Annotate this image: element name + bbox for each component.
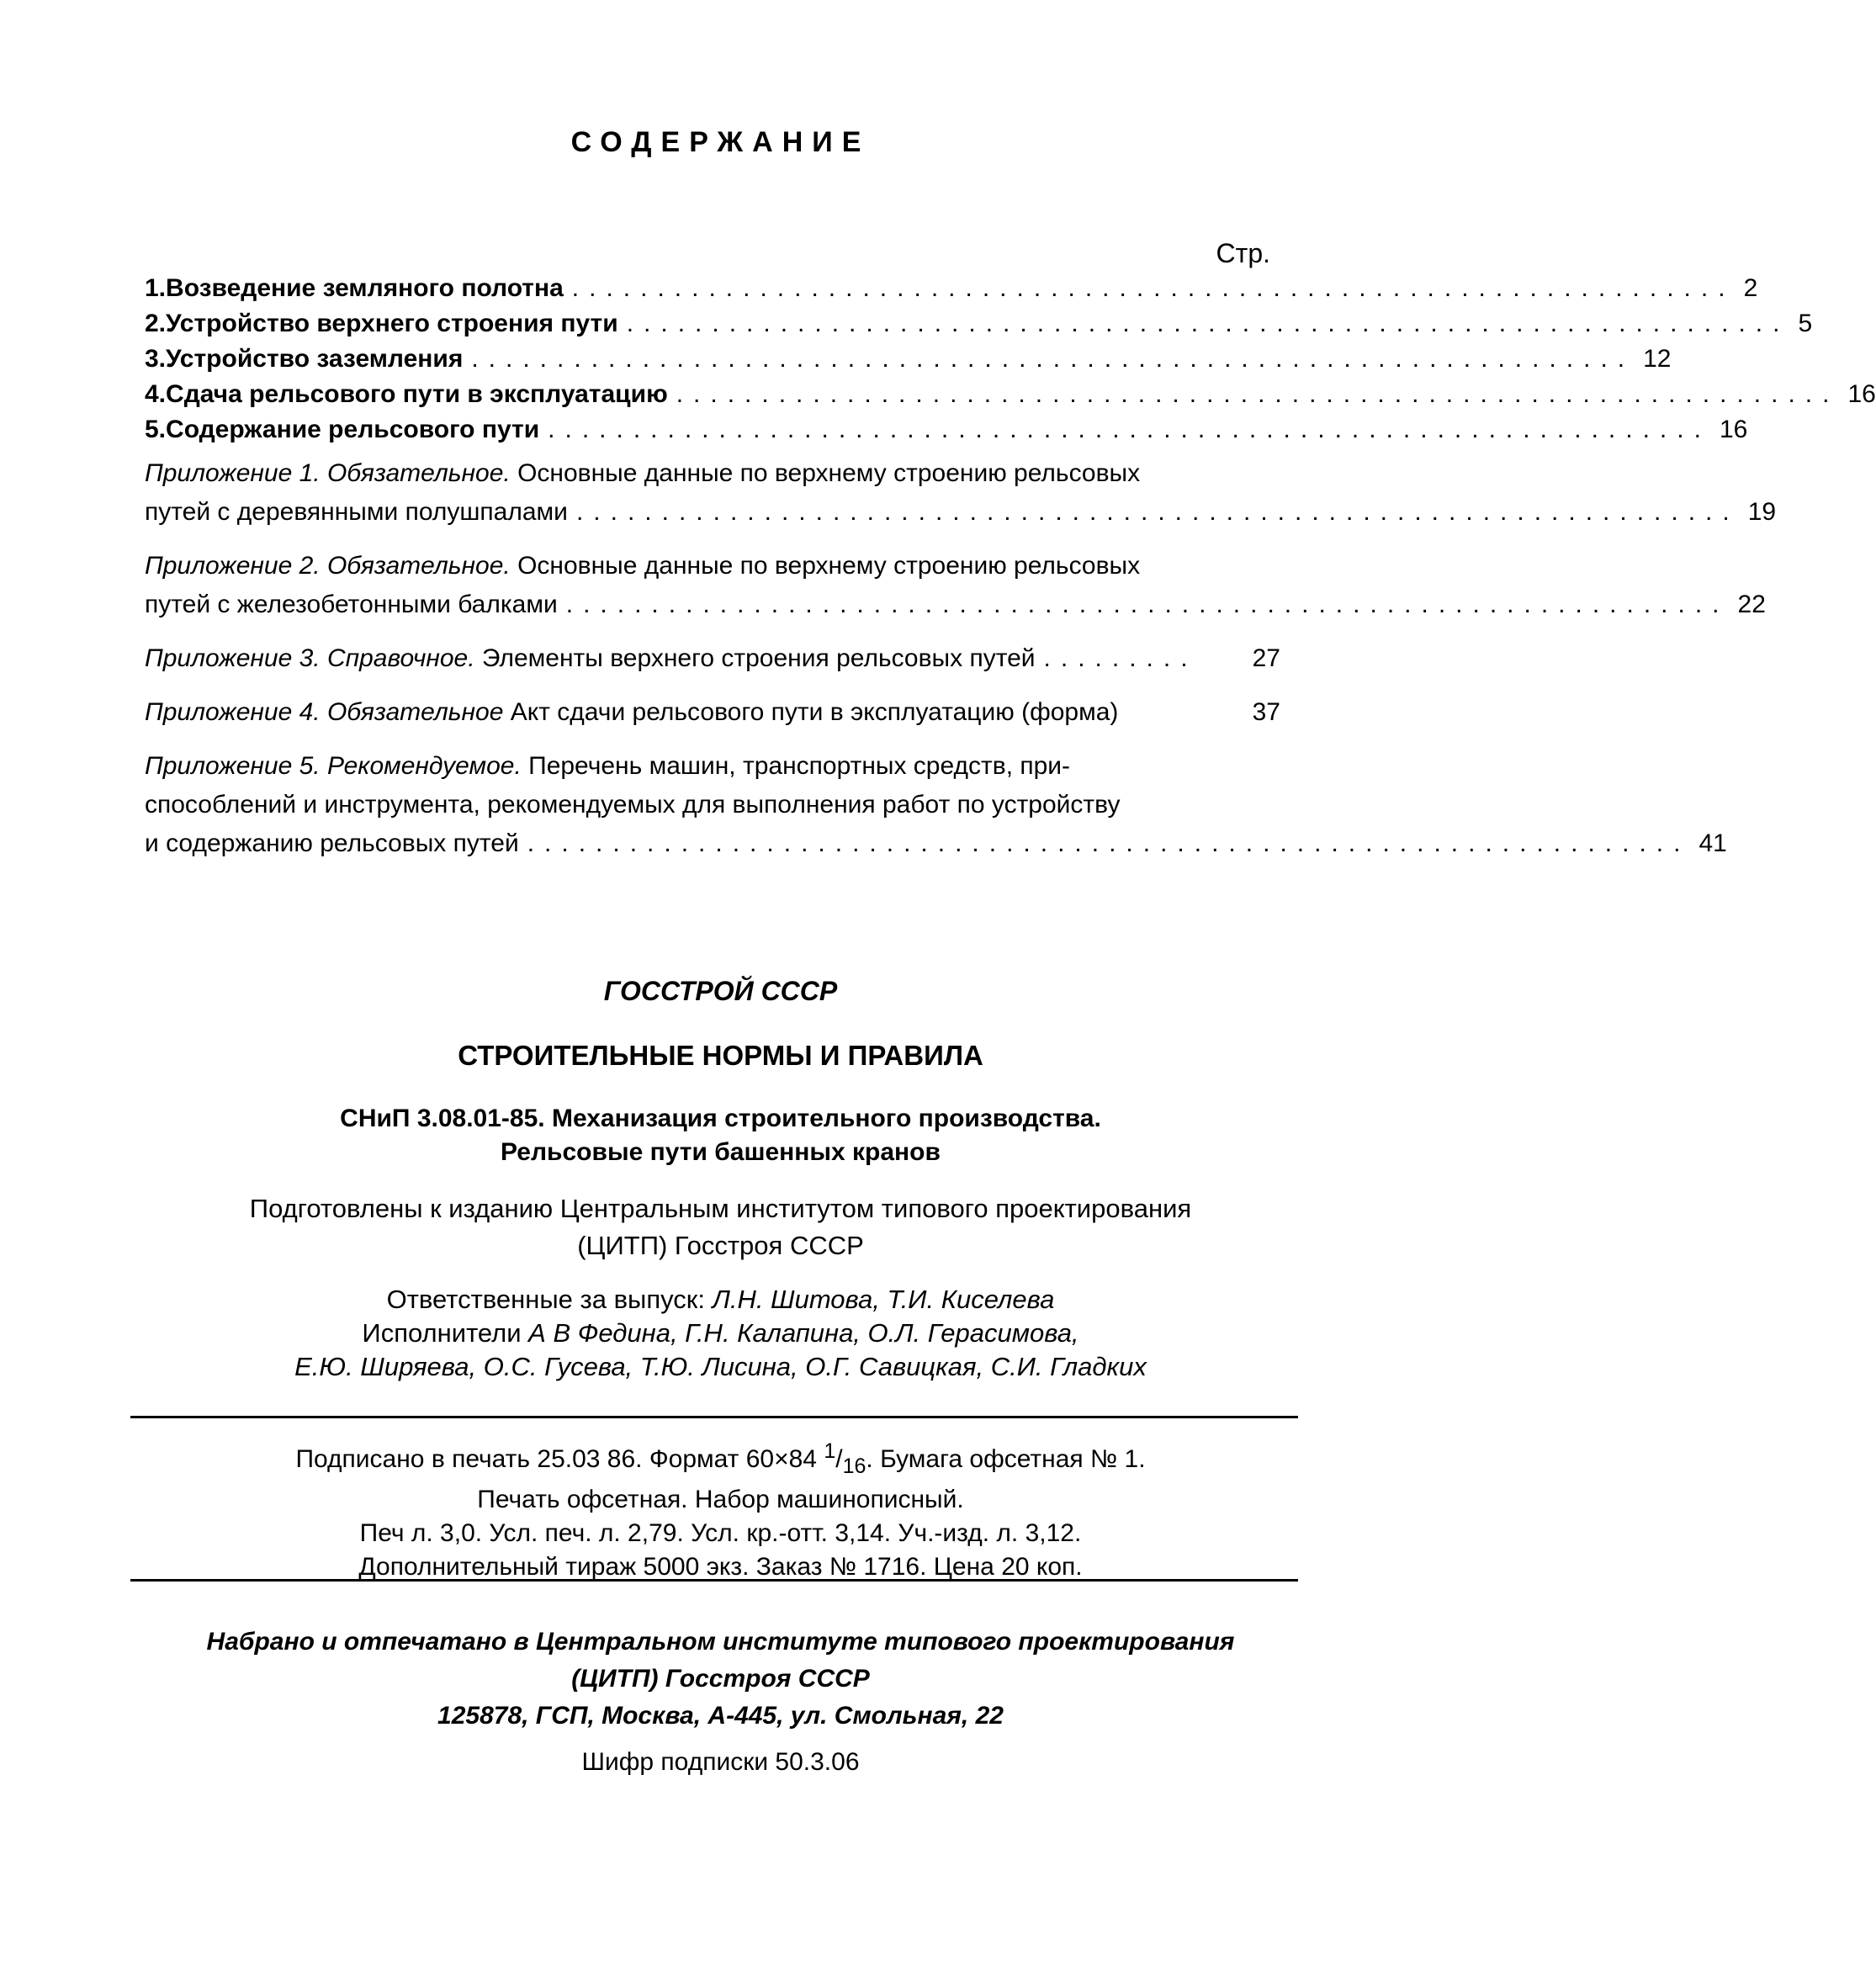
- executors-line: [0, 1317, 1441, 1350]
- toc-entry-label: Устройство заземления: [166, 345, 464, 373]
- toc-entry-number: 1.: [145, 274, 167, 302]
- toc-entry-label: Устройство верхнего строения пути: [166, 310, 618, 337]
- executors-label: Исполнители: [362, 1318, 522, 1348]
- toc-entry-number: 2.: [145, 310, 167, 337]
- appendix-label: Приложение 5. Рекомендуемое.: [145, 752, 522, 780]
- toc-entry: [145, 274, 1758, 310]
- prepared-line: Подготовлены к изданию Центральным институтом типового проектирования: [249, 1194, 1192, 1223]
- appendix-last-line: [145, 586, 1766, 624]
- divider: [130, 1416, 1298, 1418]
- imprint-line: Подписано в печать 25.03 86. Формат 60×84 $^1/_{16}$. Бумага офсетная № 1.: [295, 1439, 1146, 1478]
- appendix-page: 22: [1737, 591, 1766, 618]
- imprint: [0, 1434, 1441, 1584]
- toc-entry-page: 12: [1643, 345, 1672, 373]
- appendix-entry: [145, 639, 1280, 678]
- appendix-entry: [145, 547, 1766, 624]
- appendix-last-line: [145, 639, 1280, 678]
- toc-entry: [145, 345, 1672, 380]
- toc-list: [145, 274, 1876, 451]
- appendix-text: путей с железобетонными балками: [145, 591, 558, 618]
- toc-entry-page: 16: [1847, 380, 1876, 408]
- appendix-first-line: [145, 747, 1280, 786]
- toc-entry-page: 5: [1798, 310, 1813, 337]
- appendix-label: Приложение 2. Обязательное.: [145, 552, 511, 580]
- appendix-text: Основные данные по верхнему строению рельсовых: [517, 552, 1141, 580]
- document-subtitle: Рельсовые пути башенных кранов: [501, 1138, 941, 1166]
- document-code-line: СНиП 3.08.01-85. Механизация строительного производства.: [340, 1105, 1101, 1132]
- printer-line: Набрано и отпечатано в Центральном институте типового проектирования: [206, 1628, 1235, 1656]
- responsible-label: Ответственные за выпуск:: [386, 1285, 705, 1314]
- leader-dots: ....................................................................: [565, 591, 1730, 618]
- appendix-text: Акт сдачи рельсового пути в эксплуатацию (форма): [510, 698, 1119, 726]
- appendix-text: Элементы верхнего строения рельсовых путей: [481, 644, 1036, 672]
- leader-dots: ....................................................................: [548, 416, 1711, 443]
- appendix-list: [145, 454, 1777, 878]
- appendix-last-line: [145, 493, 1777, 532]
- toc-entry-number: 5.: [145, 416, 167, 443]
- appendix-label: Приложение 3. Справочное.: [145, 644, 475, 672]
- responsible-names: Л.Н. Шитова, Т.И. Киселева: [712, 1285, 1055, 1314]
- appendix-last-line: [145, 824, 1727, 863]
- leader-dots: ....................................................................: [575, 498, 1740, 526]
- toc-entry-label: Сдача рельсового пути в эксплуатацию: [166, 380, 668, 408]
- appendix-entry: [145, 747, 1727, 863]
- prepared-line: (ЦИТП) Госстроя СССР: [577, 1231, 864, 1260]
- appendix-text: путей с деревянными полушпалами: [145, 498, 568, 526]
- appendix-text: Основные данные по верхнему строению рельсовых: [517, 459, 1141, 487]
- printer-info: [0, 1624, 1441, 1735]
- fraction-numerator: 1: [824, 1439, 836, 1463]
- appendix-text: Перечень машин, транспортных средств, при-: [528, 752, 1071, 780]
- toc-entry-label: Содержание рельсового пути: [166, 416, 540, 443]
- appendix-first-line: [145, 547, 1280, 586]
- toc-page-header: Стр.: [1216, 238, 1270, 268]
- appendix-page: 41: [1698, 829, 1727, 857]
- appendix-entry: [145, 454, 1777, 532]
- toc-entry-label: Возведение земляного полотна: [166, 274, 564, 302]
- appendix-text: и содержанию рельсовых путей: [145, 829, 519, 857]
- divider: [130, 1579, 1298, 1582]
- toc-entry: [145, 310, 1813, 345]
- document-code: [0, 1102, 1441, 1169]
- subscription-cipher: Шифр подписки 50.3.06: [581, 1748, 860, 1776]
- credits: [0, 1283, 1441, 1384]
- printer-address: 125878, ГСП, Москва, А-445, ул. Смольная, 22: [437, 1702, 1004, 1730]
- appendix-text: способлений и инструмента, рекомендуемых для выполнения работ по устройству: [145, 791, 1121, 819]
- fraction-denominator: 16: [842, 1454, 866, 1478]
- appendix-label: Приложение 4. Обязательное: [145, 698, 504, 726]
- leader-dots: ....................................................................: [571, 274, 1736, 302]
- series-title: СТРОИТЕЛЬНЫЕ НОРМЫ И ПРАВИЛА: [458, 1040, 983, 1071]
- leader-dots: ....................................................................: [676, 380, 1840, 408]
- appendix-first-line: [145, 454, 1280, 493]
- appendix-last-line: [145, 693, 1280, 732]
- executors-names: Е.Ю. Ширяева, О.С. Гусева, Т.Ю. Лисина, О.Г. Савицкая, С.И. Гладких: [294, 1352, 1147, 1381]
- toc-title: СОДЕРЖАНИЕ: [570, 126, 871, 158]
- responsible-line: [0, 1283, 1441, 1317]
- toc-entry: [145, 416, 1748, 451]
- appendix-page: 19: [1747, 498, 1777, 526]
- imprint-line: Печ л. 3,0. Усл. печ. л. 2,79. Усл. кр.-отт. 3,14. Уч.-изд. л. 3,12.: [359, 1519, 1082, 1547]
- printer-line: (ЦИТП) Госстроя СССР: [571, 1665, 870, 1693]
- appendix-entry: [145, 693, 1280, 732]
- prepared-by: [0, 1190, 1441, 1264]
- appendix-label: Приложение 1. Обязательное.: [145, 459, 511, 487]
- appendix-page: 27: [1252, 644, 1280, 672]
- executors-line: [0, 1350, 1441, 1384]
- executors-names: А В Федина, Г.Н. Калапина, О.Л. Герасимова,: [528, 1318, 1079, 1348]
- leader-dots: .........: [1043, 644, 1198, 672]
- imprint-line: Печать офсетная. Набор машинописный.: [477, 1486, 964, 1513]
- leader-dots: ....................................................................: [527, 829, 1691, 857]
- toc-entry-number: 3.: [145, 345, 167, 373]
- appendix-page: 37: [1252, 698, 1280, 726]
- imprint-line: Дополнительный тираж 5000 экз. Заказ № 1716. Цена 20 коп.: [358, 1553, 1083, 1581]
- leader-dots: ....................................................................: [626, 310, 1790, 337]
- toc-entry-number: 4.: [145, 380, 167, 408]
- toc-entry-page: 16: [1719, 416, 1748, 443]
- toc-entry: [145, 380, 1876, 416]
- toc-entry-page: 2: [1743, 274, 1758, 302]
- organization-name: ГОССТРОЙ СССР: [603, 976, 838, 1006]
- leader-dots: ....................................................................: [471, 345, 1635, 373]
